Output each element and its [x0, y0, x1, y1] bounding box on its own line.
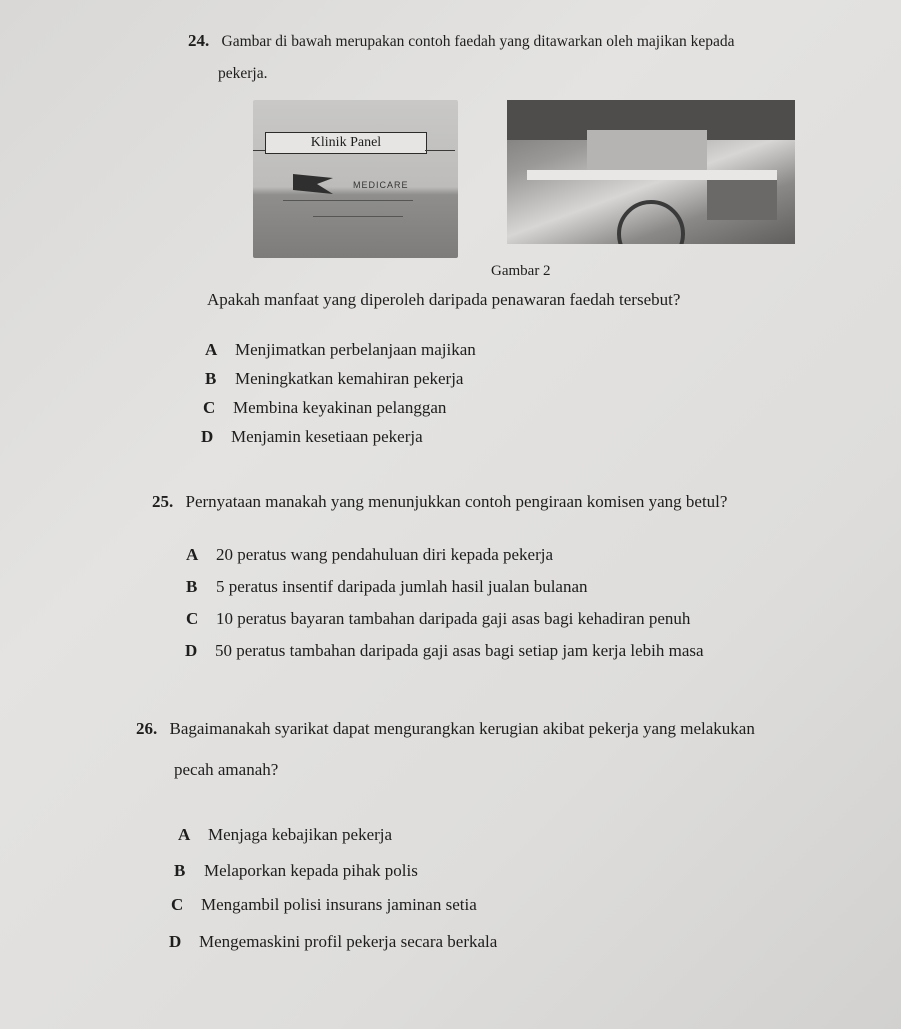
option-letter: A [178, 825, 191, 844]
option-text: 10 peratus bayaran tambahan daripada gaji asas bagi kehadiran penuh [216, 609, 691, 628]
option-text: Membina keyakinan pelanggan [233, 398, 447, 417]
q25-option-d[interactable] [185, 641, 704, 661]
option-letter: C [186, 609, 199, 628]
q24-text-line2: pekerja. [218, 65, 268, 82]
option-text: Mengambil polisi insurans jaminan setia [201, 895, 477, 914]
brand-text: MEDICARE [353, 180, 409, 190]
q25-option-a[interactable] [186, 545, 553, 565]
option-letter: C [171, 895, 184, 914]
q26-text-line2: pecah amanah? [174, 760, 279, 779]
medicare-logo-icon [293, 174, 333, 194]
q26-option-c[interactable] [171, 895, 477, 915]
option-letter: B [205, 369, 217, 388]
q25-number: 25. [152, 492, 174, 511]
option-text: Menjamin kesetiaan pekerja [231, 427, 423, 446]
q26-option-b[interactable] [174, 861, 418, 881]
option-letter: A [205, 340, 218, 359]
q24-question: Apakah manfaat yang diperoleh daripada penawaran faedah tersebut? [207, 290, 681, 309]
sign-label: Klinik Panel [265, 132, 427, 154]
option-text: 5 peratus insentif daripada jumlah hasil jualan bulanan [216, 577, 588, 596]
q24-number: 24. [188, 31, 210, 50]
option-text: 50 peratus tambahan daripada gaji asas bagi setiap jam kerja lebih masa [215, 641, 704, 660]
q24-stem [188, 30, 838, 53]
option-letter: C [203, 398, 216, 417]
q26-stem [136, 718, 876, 741]
option-text: Menjaga kebajikan pekerja [208, 825, 393, 844]
option-letter: B [174, 861, 186, 880]
q25-option-b[interactable] [186, 577, 588, 597]
option-text: Menjimatkan perbelanjaan majikan [235, 340, 476, 359]
option-letter: B [186, 577, 198, 596]
q26-option-d[interactable] [169, 932, 497, 952]
q24-option-a[interactable] [205, 340, 476, 360]
option-letter: D [201, 427, 214, 446]
q24-text-line1: Gambar di bawah merupakan contoh faedah yang ditawarkan oleh majikan kepada [221, 33, 735, 50]
q26-text-line1: Bagaimanakah syarikat dapat mengurangkan kerugian akibat pekerja yang melakukan [169, 719, 755, 738]
q25-option-c[interactable] [186, 609, 690, 629]
q25-stem [152, 491, 727, 514]
option-text: Meningkatkan kemahiran pekerja [235, 369, 464, 388]
clinic-panel-sign-image [253, 100, 458, 258]
option-letter: A [186, 545, 199, 564]
q26-option-a[interactable] [178, 825, 392, 845]
q24-option-b[interactable] [205, 369, 463, 389]
option-text: Melaporkan kepada pihak polis [204, 861, 418, 880]
q24-option-d[interactable] [201, 427, 423, 447]
option-letter: D [169, 932, 182, 951]
q25-text: Pernyataan manakah yang menunjukkan contoh pengiraan komisen yang betul? [185, 492, 728, 511]
figure-caption: Gambar 2 [491, 263, 551, 279]
option-text: 20 peratus wang pendahuluan diri kepada pekerja [216, 545, 554, 564]
option-letter: D [185, 641, 198, 660]
option-text: Mengemaskini profil pekerja secara berkala [199, 932, 498, 951]
q26-number: 26. [136, 719, 158, 738]
gym-photo-image [507, 100, 795, 244]
q24-option-c[interactable] [203, 398, 446, 418]
